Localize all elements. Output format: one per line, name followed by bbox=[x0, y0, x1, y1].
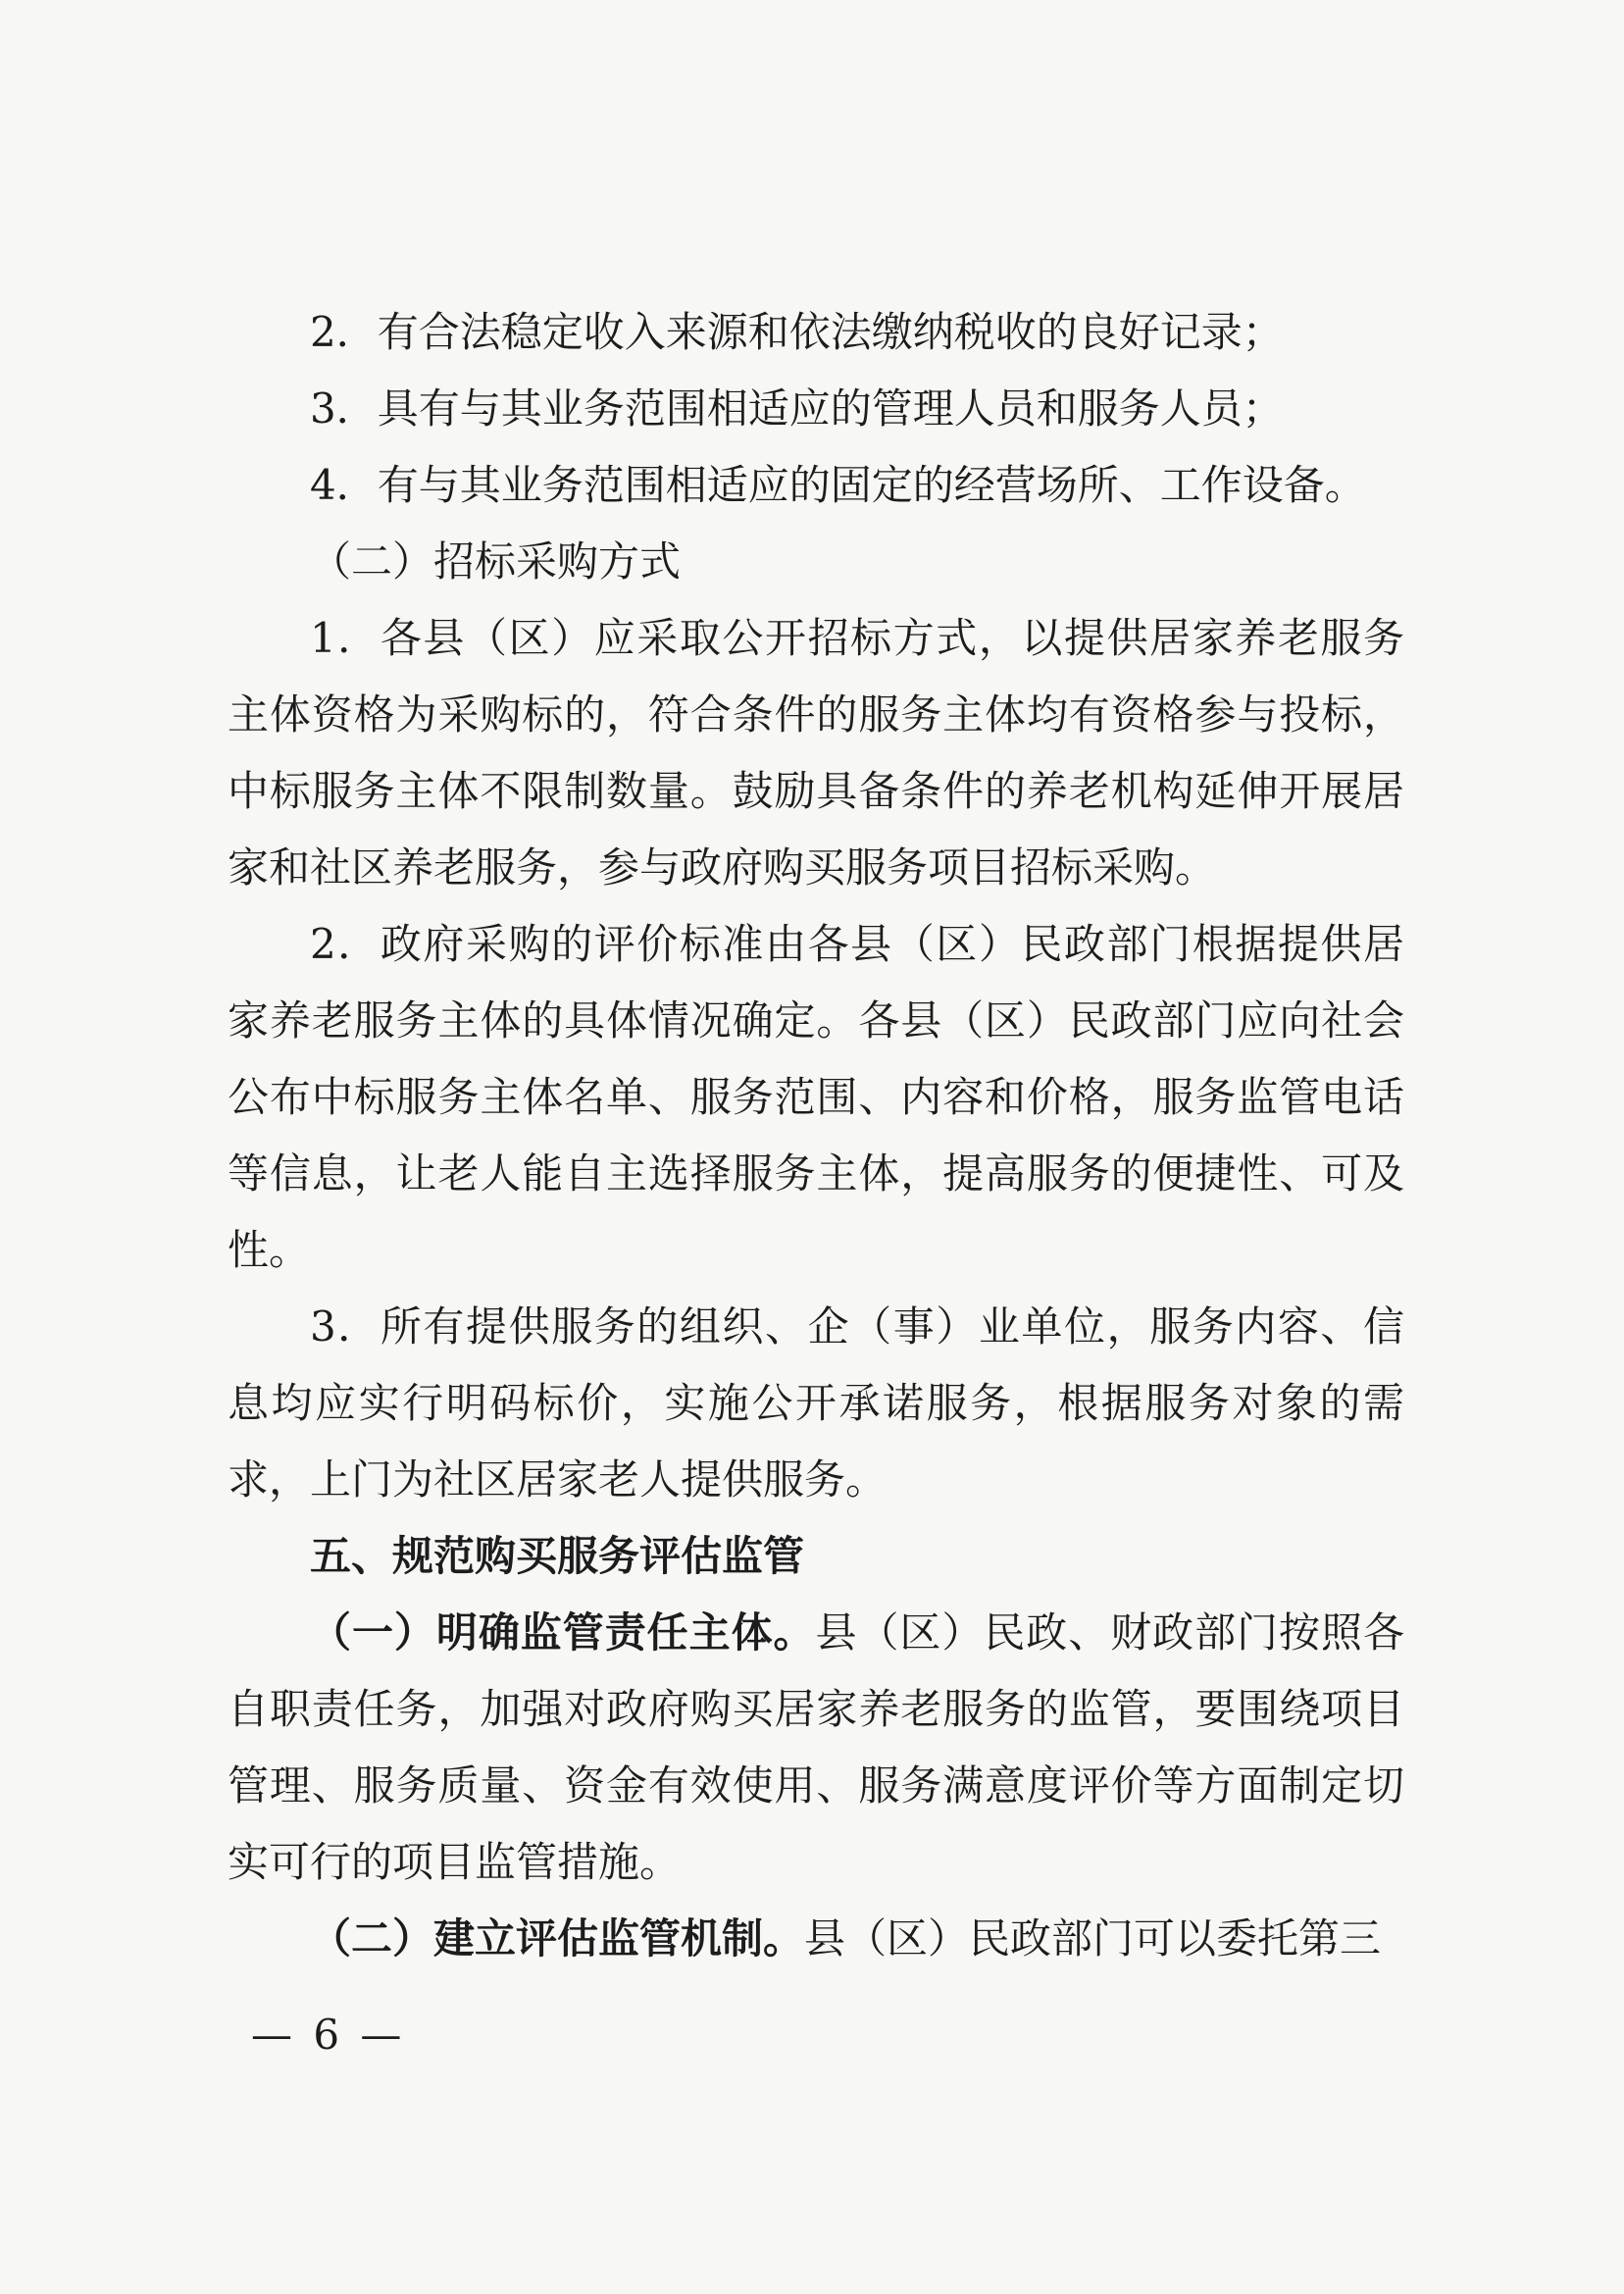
paragraph-item-3: 3．具有与其业务范围相适应的管理人员和服务人员； bbox=[310, 384, 1284, 433]
document-body bbox=[228, 294, 1404, 1977]
paragraph-supervision-2-lead: （二）建立评估监管机制。 bbox=[310, 1914, 805, 1963]
paragraph-bidding-1: 1．各县（区）应采取公开招标方式，以提供居家养老服务主体资格为采购标的，符合条件的服务主体均有资格参与投标，中标服务主体不限制数量。鼓励具备条件的养老机构延伸开展居家和社区养老服务，参与政府购买服务项目招标采购。 bbox=[228, 614, 1404, 892]
section-subheading-bidding: （二）招标采购方式 bbox=[310, 537, 682, 586]
paragraph-supervision-2 bbox=[228, 1901, 1404, 1977]
paragraph-item-2: 2．有合法稳定收入来源和依法缴纳税收的良好记录； bbox=[310, 308, 1284, 356]
paragraph-bidding-2: 2．政府采购的评价标准由各县（区）民政部门根据提供居家养老服务主体的具体情况确定。各县（区）民政部门应向社会公布中标服务主体名单、服务范围、内容和价格，服务监管电话等信息，让老人能自主选择服务主体，提高服务的便捷性、可及性。 bbox=[228, 920, 1404, 1274]
paragraph-supervision-1-lead: （一）明确监管责任主体。 bbox=[310, 1608, 816, 1657]
paragraph-supervision-1-body: 县（区）民政、财政部门按照各自职责任务，加强对政府购买居家养老服务的监管，要围绕项目管理、服务质量、资金有效使用、服务满意度评价等方面制定切实可行的项目监管措施。 bbox=[228, 1608, 1404, 1886]
paragraph-bidding-3: 3．所有提供服务的组织、企（事）业单位，服务内容、信息均应实行明码标价，实施公开承诺服务，根据服务对象的需求，上门为社区居家老人提供服务。 bbox=[228, 1302, 1404, 1504]
section-heading-five: 五、规范购买服务评估监管 bbox=[310, 1532, 805, 1580]
paragraph-supervision-1 bbox=[228, 1595, 1404, 1901]
paragraph-supervision-2-body: 县（区）民政部门可以委托第三 bbox=[804, 1914, 1382, 1963]
paragraph-item-4: 4．有与其业务范围相适应的固定的经营场所、工作设备。 bbox=[310, 461, 1366, 509]
page-number: — 6 — bbox=[251, 2011, 406, 2059]
